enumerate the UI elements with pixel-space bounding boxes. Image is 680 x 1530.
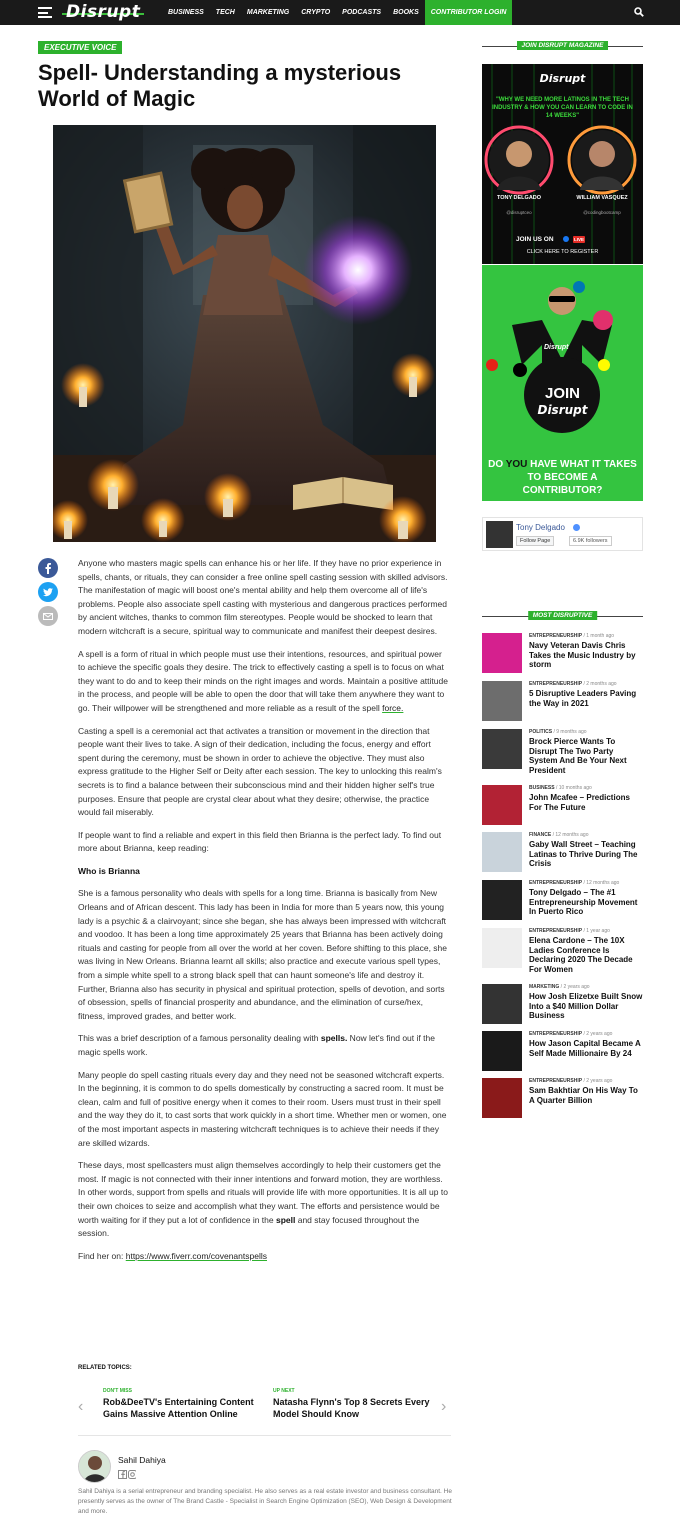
article-title-link[interactable]: How Jason Capital Became A Self Made Millionaire By 24	[529, 1039, 641, 1058]
paragraph: These days, most spellcasters must align themselves accordingly to help their customers get the most. If magic is not connected with their inner intentions and forward motion, they are worthless. In other words, support from spells and rituals will provide life with more opportunities. It is all up to their own choices to seize and accomplish what they want. The efforts and persistence would be worth waiting for if they put a lot of confidence in the spell and stay focused throughout the session.	[78, 1160, 448, 1239]
article-meta: FINANCE / 12 months ago	[529, 832, 589, 838]
nav-link-books[interactable]: BOOKS	[393, 9, 419, 16]
author-name[interactable]: Sahil Dahiya	[118, 1455, 166, 1465]
top-nav	[0, 0, 680, 25]
instagram-icon[interactable]	[129, 1471, 137, 1479]
most-disruptive-item[interactable]	[482, 729, 643, 773]
article-title-link[interactable]: Navy Veteran Davis Chris Takes the Music Industry by storm	[529, 641, 636, 669]
paragraph: Many people do spell casting rituals every day and they need not be seasoned witchcraft experts. In the beginning, it is common to do spells domestically by constructing a sacred room. It must be clean, calm and full of positive energy when it comes to their room. Users must trust in their spell and the way they do it, to cast sorts that work quickly in a short time. Whether men or women, one of the most important aspects in mastering witchcraft techniques is to achieve their needs if they are skilled wizards.	[78, 1069, 447, 1148]
most-disruptive-item[interactable]	[482, 928, 643, 972]
article-title-link[interactable]: 5 Disruptive Leaders Paving the Way in 2021	[529, 689, 637, 708]
hero-image	[53, 125, 436, 542]
prev-arrow-icon[interactable]: ‹	[78, 1398, 84, 1415]
nav-link-marketing[interactable]: MARKETING	[246, 9, 290, 16]
article-meta: ENTREPRENEURSHIP / 1 month ago	[529, 633, 615, 639]
prev-article[interactable]: DON'T MISS Rob&DeeTV's Entertaining Content Gains Massive Attention Online	[103, 1388, 254, 1419]
article-title-link[interactable]: Brock Pierce Wants To Disrupt The Two Party System And Be Your Next President	[529, 737, 627, 775]
email-share-button[interactable]	[38, 606, 58, 626]
author-social	[118, 1470, 136, 1481]
nav-link-crypto[interactable]: CRYPTO	[301, 9, 331, 16]
paragraph: This was a brief description of a famous personality dealing with spells. Now let's find out if the magic spells work.	[78, 1033, 435, 1057]
article-title-link[interactable]: Tony Delgado – The #1 Entrepreneurship Movement In Puerto Rico	[529, 888, 638, 916]
paragraph: Casting a spell is a ceremonial act that activates a transition or movement in the direction that people want their lives to take. A sign of their dedication, including the focus, energy and effort spent during the ceremony, must be shown in order to achieve the objective. They must also express gratitude to the Higher Self or Deity after each session. The key to unlocking this realm's secrets is to find a balance between their subconscious mind and their hidden higher self's true purposes. Ensure that people are crystal clear about what they desire; otherwise, the practice would fail miserably.	[78, 725, 442, 818]
site-logo[interactable]: Disrupt	[66, 2, 140, 22]
menu-icon[interactable]	[38, 7, 52, 18]
fb-page-name[interactable]: Tony Delgado	[516, 523, 565, 532]
facebook-icon	[44, 563, 52, 574]
most-disruptive-item[interactable]	[482, 633, 643, 677]
article-title-link[interactable]: Sam Bakhtiar On His Way To A Quarter Billion	[529, 1086, 638, 1105]
next-arrow-icon[interactable]: ›	[441, 1398, 447, 1415]
paragraph: Anyone who masters magic spells can enhance his or her life. If they have no prior experience in spells, chants, or rituals, they can consider a free online spell casting session with skilled advisors. The manifestation of magic will boost one's mental ability and help them overcome all of life's problems. People also associate spell casting with mysterious and dangerous practices performed by ancient witches, thanks to common film stereotypes. People would be shocked to learn that modern witchcraft is a secure, spiritual way to communicate and manifest their deepest desires.	[78, 558, 448, 636]
next-article[interactable]: UP NEXT Natasha Flynn's Top 8 Secrets Every Model Should Know	[273, 1388, 430, 1419]
paragraph: A spell is a form of ritual in which people must use their intentions, resources, and spiritual power to achieve the specific goals they desire. The trick to effectively casting a spell is to focus on what they want to do and to keep their minds on the right images and words. Maintain a positive attitude in the process, and people will be able to open the door that will take them anywhere they want to go. Their willpower will be strengthened and more reliable as a result of the spell force.	[78, 648, 448, 713]
nav-link-business[interactable]: BUSINESS	[168, 9, 204, 16]
most-disruptive-item[interactable]	[482, 832, 643, 876]
article-thumbnail[interactable]	[482, 785, 522, 825]
article-title: Spell- Understanding a mysterious World of Magic	[38, 60, 402, 111]
article-thumbnail[interactable]	[482, 681, 522, 721]
article-meta: ENTREPRENEURSHIP / 1 year ago	[529, 928, 610, 934]
nav-link-tech[interactable]: TECH	[215, 9, 235, 16]
force-link[interactable]: force.	[382, 702, 404, 713]
article-meta: ENTREPRENEURSHIP / 2 years ago	[529, 1031, 613, 1037]
facebook-icon[interactable]	[119, 1471, 127, 1479]
join-contributor-ad[interactable]: Disrupt JOIN Disrupt DO YOU HAVE WHAT IT TAKES TO BECOME A CONTRIBUTOR?	[482, 265, 643, 501]
article-thumbnail[interactable]	[482, 1078, 522, 1118]
article-title-link[interactable]: How Josh Elizetxe Built Snow Into a $40 Million Dollar Business	[529, 992, 643, 1020]
article-meta: MARKETING / 2 years ago	[529, 984, 590, 990]
article-meta: POLITICS / 9 months ago	[529, 729, 587, 735]
most-disruptive-item[interactable]	[482, 984, 643, 1028]
article-meta: ENTREPRENEURSHIP / 2 months ago	[529, 681, 617, 687]
most-disruptive-item[interactable]	[482, 1031, 643, 1075]
most-disruptive-heading: MOST DISRUPTIVE	[482, 611, 643, 621]
article-title-link[interactable]: Gaby Wall Street – Teaching Latinas to Thrive During The Crisis	[529, 840, 638, 868]
verified-icon	[573, 524, 580, 531]
twitter-share-button[interactable]	[38, 582, 58, 602]
fiverr-link[interactable]: https://www.fiverr.com/covenantspells	[125, 1250, 267, 1261]
divider	[78, 1435, 451, 1436]
fb-page-avatar[interactable]	[486, 521, 513, 548]
contributor-login-button[interactable]: CONTRIBUTOR LOGIN	[425, 0, 513, 25]
paragraph: She is a famous personality who deals with spells for a long time. Brianna is basically from New Orleans and of African descent. This lady has been in India for more than 5 years now, this young lady is a psychic & a clairvoyant; since she began, she has always been impressed with witchcraft and voodoo. It has been a long time approximately 25 years that Brianna has been actively doing rituals and casting for people from all over the world at her coven. Before shifting to this place, she was living in New Orleans. Brianna learnt all skills; also practice and execute various spell types, from a simple white spell to a strong black spell that can haunt someone's life and destroy it. Further, Brianna also has security in physical and spiritual protection, spells of devotion, and sorts of obsession, spells of financial prosperity and abundance, and the elimination of curse/hex, fitness, improved grades, and better work.	[78, 888, 448, 1021]
nav-link-podcasts[interactable]: PODCASTS	[342, 9, 382, 16]
paragraph: Find her on: https://www.fiverr.com/covenantspells	[78, 1250, 267, 1261]
article-meta: ENTREPRENEURSHIP / 12 months ago	[529, 880, 620, 886]
article-thumbnail[interactable]	[482, 880, 522, 920]
category-badge[interactable]: EXECUTIVE VOICE	[38, 41, 122, 54]
article-thumbnail[interactable]	[482, 1031, 522, 1071]
article-title-link[interactable]: Elena Cardone – The 10X Ladies Conference Is Declaring 2020 The Decade For Women	[529, 936, 633, 974]
related-topics-label: RELATED TOPICS:	[78, 1365, 132, 1371]
most-disruptive-item[interactable]	[482, 880, 643, 924]
search-icon[interactable]	[634, 7, 644, 17]
follow-page-button[interactable]: Follow Page	[516, 536, 554, 546]
email-icon	[43, 613, 53, 620]
facebook-page-widget[interactable]	[482, 517, 643, 551]
author-bio: Sahil Dahiya is a serial entrepreneur and branding specialist. He also serves as a real estate investor and business consultant. He presently serves as the owner of The Brand Castle - Specialist in Search Engine Optimization (SEO), Web Design & Development and more.	[78, 1488, 452, 1515]
webinar-ad-banner[interactable]: Disrupt "WHY WE NEED MORE LATINOS IN THE TECH INDUSTRY & HOW YOU CAN LEARN TO CODE IN 14 WEEKS" TONY DELGADO @disruptceo WILLIAM VASQUEZ @codingbootcamp JOIN US ON LIVE CLICK HERE TO REGISTER	[482, 64, 643, 264]
nav-links	[162, 0, 512, 25]
article-meta: ENTREPRENEURSHIP / 2 years ago	[529, 1078, 613, 1084]
article-thumbnail[interactable]	[482, 984, 522, 1024]
article-thumbnail[interactable]	[482, 832, 522, 872]
join-magazine-heading: JOIN DISRUPT MAGAZINE	[482, 41, 643, 51]
author-avatar[interactable]	[78, 1450, 111, 1483]
article-thumbnail[interactable]	[482, 729, 522, 769]
article-meta: BUSINESS / 10 months ago	[529, 785, 592, 791]
followers-count: 6.9K followers	[569, 536, 612, 546]
twitter-icon	[43, 588, 53, 597]
facebook-share-button[interactable]	[38, 558, 58, 578]
article-title-link[interactable]: John Mcafee – Predictions For The Future	[529, 793, 630, 812]
most-disruptive-item[interactable]	[482, 1078, 643, 1122]
most-disruptive-item[interactable]	[482, 681, 643, 725]
article-body	[78, 557, 451, 1272]
subheading: Who is Brianna	[78, 865, 140, 876]
article-thumbnail[interactable]	[482, 633, 522, 673]
most-disruptive-item[interactable]	[482, 785, 643, 829]
article-thumbnail[interactable]	[482, 928, 522, 968]
paragraph: If people want to find a reliable and expert in this field then Brianna is the perfect lady. To find out more about Brianna, keep reading:	[78, 829, 442, 854]
